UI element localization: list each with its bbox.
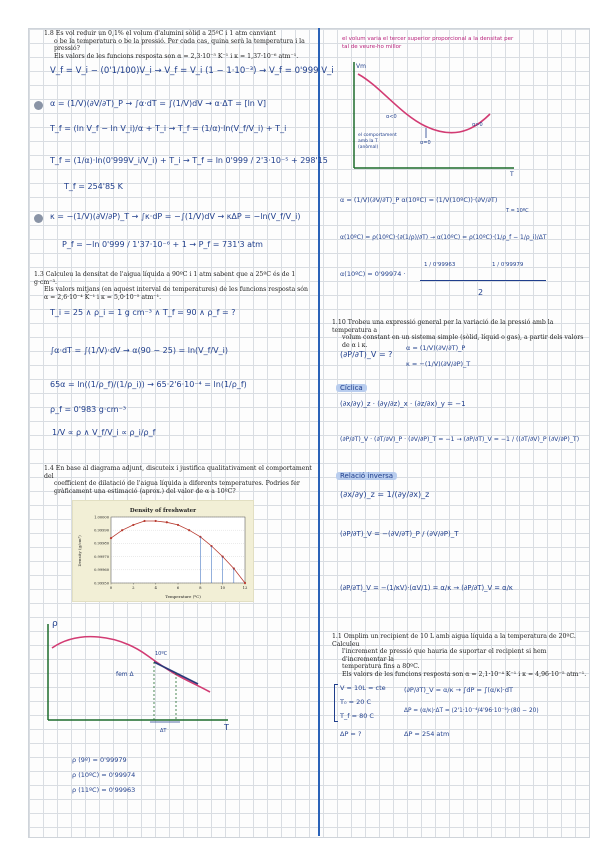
sketch-x-axis-label: T [224, 723, 229, 732]
note-top-annotation: el volum varia el tercer superior proporcional a la densitat per [342, 36, 514, 42]
chart-y-tick-label: 0.99960 [94, 568, 109, 573]
note-kappa-def: κ = −(1/V)(∂V/∂P)_T [406, 360, 471, 368]
alpha-zero-label: α=0 [420, 140, 431, 146]
note-dp-substitution: ΔP = (α/κ)·ΔT = (2'1·10⁻⁴/4'96·10⁻⁵)·(80 − 20) [404, 708, 539, 714]
note-rho-9: ρ (9º) = 0'99979 [72, 756, 127, 764]
chart-y-tick-label: 0.99970 [94, 554, 109, 559]
note-dpdt-derivation: (∂P/∂T)_V = −(∂V/∂T)_P / (∂V/∂P)_T [340, 530, 459, 538]
problem-1-1-line: Els valors de les funcions resposta son α = 2,1·10⁻⁴ K⁻¹ i κ = 4,96·10⁻⁵ atm⁻¹. [342, 670, 587, 678]
note-final-temp: T_f = 80 C [340, 712, 374, 720]
chart-data-point [121, 529, 123, 531]
sketch-y-axis-label: ρ [52, 619, 58, 629]
note-dp-question: ΔP = ? [340, 730, 362, 738]
note-alpha-definition: α = (1/V)(∂V/∂T)_P α(10ºC) = (1/V(10ºC))·(∂V/∂T) [340, 196, 498, 204]
chart-x-tick-label: 10 [220, 585, 226, 590]
problem-1-3-line: 1.3 Calculeu la densitat de l'aigua líquida a 90ºC i 1 atm sabent que a 25ºC és de 1 g·cm⁻³. [34, 271, 296, 286]
note-dpdt-question: (∂P/∂T)_V = ? [340, 350, 393, 359]
problem-1-1-line: temperatura fins a 80ºC. [342, 663, 420, 671]
density-chart-svg [73, 501, 253, 601]
problem-1-1-line: 1.1 Omplim un recipient de 10 L amb aigua líquida a la temperatura de 20ºC. Calculeu [332, 633, 576, 648]
note-inverse-rule: (∂x/∂y)_z = 1/(∂y/∂x)_z [340, 490, 430, 499]
sketch-dt-label: ΔT [160, 728, 167, 734]
note-cyclic-rule: (∂x/∂y)_z · (∂y/∂z)_x · (∂z/∂x)_y = −1 [340, 400, 466, 408]
note-alpha-fraction-1: 1 / 0'99963 [424, 262, 456, 268]
note-density-integral: ∫α·dT = ∫(1/V)·dV → α(90 − 25) = ln(V_f/V_i) [50, 346, 228, 355]
problem-1-8-line: 1.8 Es vol reduir un 0,1% el volum d'alumini sòlid a 25ºC i 1 atm canviant [44, 30, 277, 37]
note-alpha-density: α(10ºC) = ρ(10ºC)·(∂(1/ρ)/∂T) → α(10ºC) = ρ(10ºC)·(1/ρ_f − 1/ρ_i)/ΔT [340, 234, 547, 241]
tag-inverse: Relació inversa [336, 472, 397, 480]
note-density-givens: T_i = 25 ∧ ρ_i = 1 g cm⁻³ ∧ T_f = 90 ∧ ρ_f = ? [50, 308, 236, 317]
note-top-annotation-2: tal de veure-ho millor [342, 44, 402, 50]
problem-1-10-line: 1.10 Trobeu una expressió general per la variació de la pressió amb la temperatura a [332, 319, 554, 334]
chart-data-point [143, 520, 145, 522]
chart-data-point [166, 521, 168, 523]
behaviour-label: el comportament [358, 133, 397, 138]
note-alpha-value: α(10ºC) = 0'99974 · [340, 270, 406, 278]
chart-x-tick-label: 2 [132, 585, 135, 590]
note-rho-10: ρ (10ºC) = 0'99974 [72, 771, 136, 779]
note-dpdt-integral: (∂P/∂T)_V = α/κ → ∫dP = ∫(α/κ)·dT [404, 686, 513, 694]
tag-cyclic: Cíclica [336, 384, 367, 392]
vm-curve [358, 74, 490, 133]
problem-1-4-line: 1.4 En base al diagrama adjunt, discuteix i justifica qualitativament el comportament del [44, 465, 312, 480]
chart-y-tick-label: 1.00000 [94, 515, 109, 520]
sketch-10c-label: 10ºC [155, 651, 168, 657]
problem-1-3-line: Els valors mitjans (en aquest interval de temperatures) de les funcions resposta són [44, 286, 308, 294]
note-alpha-integral: α = (1/V)(∂V/∂T)_P → ∫α·dT = ∫(1/V)dV → α·ΔT = [ln V] [50, 99, 267, 108]
note-alpha-temp: T = 10ºC [506, 208, 529, 214]
alpha-negative-label: α<0 [386, 114, 397, 120]
chart-data-point [110, 537, 112, 539]
bullet-icon [34, 101, 43, 110]
chart-data-point [244, 582, 246, 584]
behaviour-label: amb la T [358, 139, 378, 144]
problem-1-3-line: α = 2,6·10⁻⁴ K⁻¹ i κ = 5,0·10⁻⁵ atm⁻¹. [44, 293, 162, 301]
chart-x-tick-label: 4 [154, 585, 157, 590]
chart-plot-area [111, 517, 245, 583]
problem-1-10-line: volum constant en un sistema simple (sòlid, líquid o gas), a partir dels valors de α i κ. [342, 334, 584, 349]
column-divider [318, 28, 320, 836]
chart-data-point [177, 524, 179, 526]
note-cyclic-applied: (∂P/∂T)_V · (∂T/∂V)_P · (∂V/∂P)_T = −1 → (∂P/∂T)_V = −1 / ((∂T/∂V)_P (∂V/∂P)_T) [340, 436, 580, 443]
note-alpha-denominator: 2 [478, 288, 484, 297]
note-alpha-fraction-2: 1 / 0'99979 [492, 262, 524, 268]
chart-x-tick-label: 0 [109, 585, 113, 590]
note-temperature-substitution: T_f = (1/α)·ln(0'999V_i/V_i) + T_i → T_f = ln 0'999 / 2'3·10⁻⁵ + 298'15 [50, 156, 328, 165]
problem-1-1 [332, 633, 590, 679]
note-temperature-result: T_f = 254'85 K [64, 182, 123, 191]
chart-data-point [132, 524, 134, 526]
problem-1-8 [44, 30, 316, 60]
chart-title: Density of freshwater [129, 508, 197, 514]
note-dpdt-result: (∂P/∂T)_V = −(1/κV)·(αV/1) = α/κ → (∂P/∂T)_V = α/κ [340, 584, 513, 592]
note-volume-given: V = 10L = cte [340, 684, 386, 692]
problem-1-8-line: o be la temperatura o be la pressió. Per cada cas, quina serà la temperatura i la pressió? [54, 37, 305, 53]
note-rho-11: ρ (11ºC) = 0'99963 [72, 786, 136, 794]
note-alpha-def: α = (1/V)(∂V/∂T)_P [406, 344, 466, 352]
volume-sketch-plot [340, 56, 520, 178]
chart-y-tick-label: 0.99950 [94, 581, 109, 586]
note-density-log: 65α = ln((1/ρ_f)/(1/ρ_i)) → 65·2'6·10⁻⁴ = ln(1/ρ_f) [50, 380, 247, 389]
note-temperature-formula: T_f = (ln V_f − ln V_i)/α + T_i → T_f = (1/α)·ln(V_f/V_i) + T_i [50, 124, 287, 133]
vm-t-label: T [510, 171, 514, 178]
note-pressure-result: P_f = −ln 0'999 / 1'37·10⁻⁶ + 1 → P_f = 731'3 atm [62, 240, 263, 249]
chart-data-point [155, 520, 157, 522]
bullet-icon [34, 214, 43, 223]
fraction-line [420, 280, 546, 281]
problem-1-1-line: l'increment de pressió que hauria de suportar el recipient si hem d'incrementar la [342, 648, 547, 663]
chart-x-tick-label: 12 [242, 585, 248, 590]
chart-data-point [188, 529, 190, 531]
alpha-positive-label: α>0 [472, 122, 483, 128]
chart-y-tick-label: 0.99980 [94, 541, 109, 546]
note-dp-result: ΔP = 254 atm [404, 730, 450, 738]
vm-axis-label: Vm [356, 63, 366, 70]
density-chart [72, 500, 254, 602]
note-initial-temp: T₀ = 20 C [340, 698, 372, 706]
problem-1-3 [34, 271, 314, 301]
density-sketch-plot [38, 619, 238, 734]
problem-1-4 [44, 465, 316, 495]
sketch-density-curve [52, 637, 210, 692]
givens-bracket [334, 684, 338, 722]
note-volume-final: V_f = V_i − (0'1/100)V_i → V_f = V_i (1 − 1·10⁻³) → V_f = 0'999 V_i [50, 66, 334, 76]
note-density-proportional: 1/V ∝ ρ ∧ V_f/V_i ∝ ρ_i/ρ_f [52, 428, 156, 437]
problem-1-4-line: gràficament una estimació (aprox.) del valor de α a 10ºC? [54, 487, 236, 495]
sketch-fem-label: fem Δ [116, 671, 134, 678]
chart-y-tick-label: 0.99990 [94, 528, 109, 533]
problem-1-8-line: Els valors de les funcions resposta son α = 2,3·10⁻⁵ K⁻¹ i κ = 1,37·10⁻⁶ atm⁻¹. [54, 52, 299, 60]
note-density-result: ρ_f = 0'983 g·cm⁻³ [50, 405, 127, 414]
chart-y-label: Density (g/cm³) [77, 535, 82, 567]
problem-1-4-line: coefficient de dilatació de l'aigua líquida a diferents temperatures. Podries fer [54, 480, 300, 488]
note-kappa-integral: κ = −(1/V)(∂V/∂P)_T → ∫κ·dP = −∫(1/V)dV → κΔP = −ln(V_f/V_i) [50, 212, 301, 221]
chart-x-tick-label: 6 [176, 585, 180, 590]
chart-x-tick-label: 8 [199, 585, 202, 590]
behaviour-label: (anòmal) [358, 145, 379, 150]
chart-x-label: Temperature (ºC) [165, 594, 201, 599]
